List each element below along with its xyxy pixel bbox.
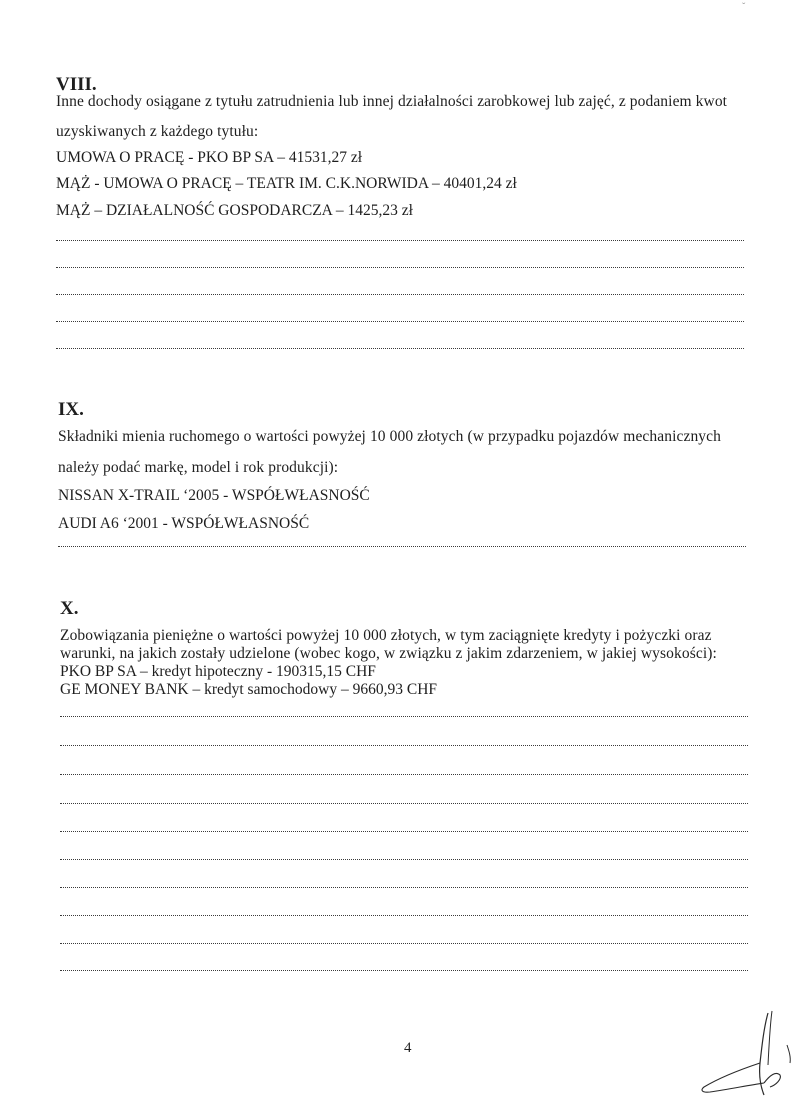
section-viii-heading: VIII. xyxy=(56,74,97,95)
section-viii-entry: MĄŻ – DZIAŁALNOŚĆ GOSPODARCZA – 1425,23 zł xyxy=(56,202,413,219)
section-viii-intro-line1: Inne dochody osiągane z tytułu zatrudnienia lub innej działalności zarobkowej lub zajęć, z podaniem kwot xyxy=(56,93,728,110)
blank-fill-line xyxy=(60,803,748,804)
blank-fill-line xyxy=(60,915,748,916)
blank-fill-line xyxy=(56,321,744,322)
section-ix-intro-line1: Składniki mienia ruchomego o wartości powyżej 10 000 złotych (w przypadku pojazdów mechanicznych xyxy=(58,428,721,445)
blank-fill-line xyxy=(56,240,744,241)
blank-fill-line xyxy=(60,943,748,944)
section-ix-entry: NISSAN X-TRAIL ‘2005 - WSPÓŁWŁASNOŚĆ xyxy=(58,487,370,504)
blank-fill-line xyxy=(60,716,748,717)
blank-fill-line xyxy=(56,267,744,268)
signature-icon xyxy=(690,1005,800,1105)
section-ix-heading: IX. xyxy=(58,399,84,420)
section-x-entry: PKO BP SA – kredyt hipoteczny - 190315,15 CHF xyxy=(60,663,376,680)
blank-fill-line xyxy=(60,887,748,888)
page-number: 4 xyxy=(404,1040,412,1056)
blank-fill-line xyxy=(56,294,744,295)
section-viii-entry: MĄŻ - UMOWA O PRACĘ – TEATR IM. C.K.NORWIDA – 40401,24 zł xyxy=(56,175,517,192)
blank-fill-line xyxy=(60,745,748,746)
section-viii-intro-line2: uzyskiwanych z każdego tytułu: xyxy=(56,123,259,140)
section-ix-intro-line2: należy podać markę, model i rok produkcji): xyxy=(58,459,339,476)
section-x-intro-line1: Zobowiązania pieniężne o wartości powyżej 10 000 złotych, w tym zaciągnięte kredyty i pożyczki oraz xyxy=(60,627,712,644)
blank-fill-line xyxy=(60,831,748,832)
section-x-heading: X. xyxy=(60,598,79,619)
section-x-entry: GE MONEY BANK – kredyt samochodowy – 9660,93 CHF xyxy=(60,681,438,698)
section-x-intro-line2: warunki, na jakich zostały udzielone (wobec kogo, w związku z jakim zdarzeniem, w jakiej wysokości): xyxy=(60,645,717,662)
blank-fill-line xyxy=(58,546,746,547)
blank-fill-line xyxy=(56,348,744,349)
scan-mark: ˇ xyxy=(742,2,746,13)
section-ix-entry: AUDI A6 ‘2001 - WSPÓŁWŁASNOŚĆ xyxy=(58,515,310,532)
blank-fill-line xyxy=(60,774,748,775)
blank-fill-line xyxy=(60,859,748,860)
blank-fill-line xyxy=(60,970,748,971)
section-viii-entry: UMOWA O PRACĘ - PKO BP SA – 41531,27 zł xyxy=(56,149,363,166)
